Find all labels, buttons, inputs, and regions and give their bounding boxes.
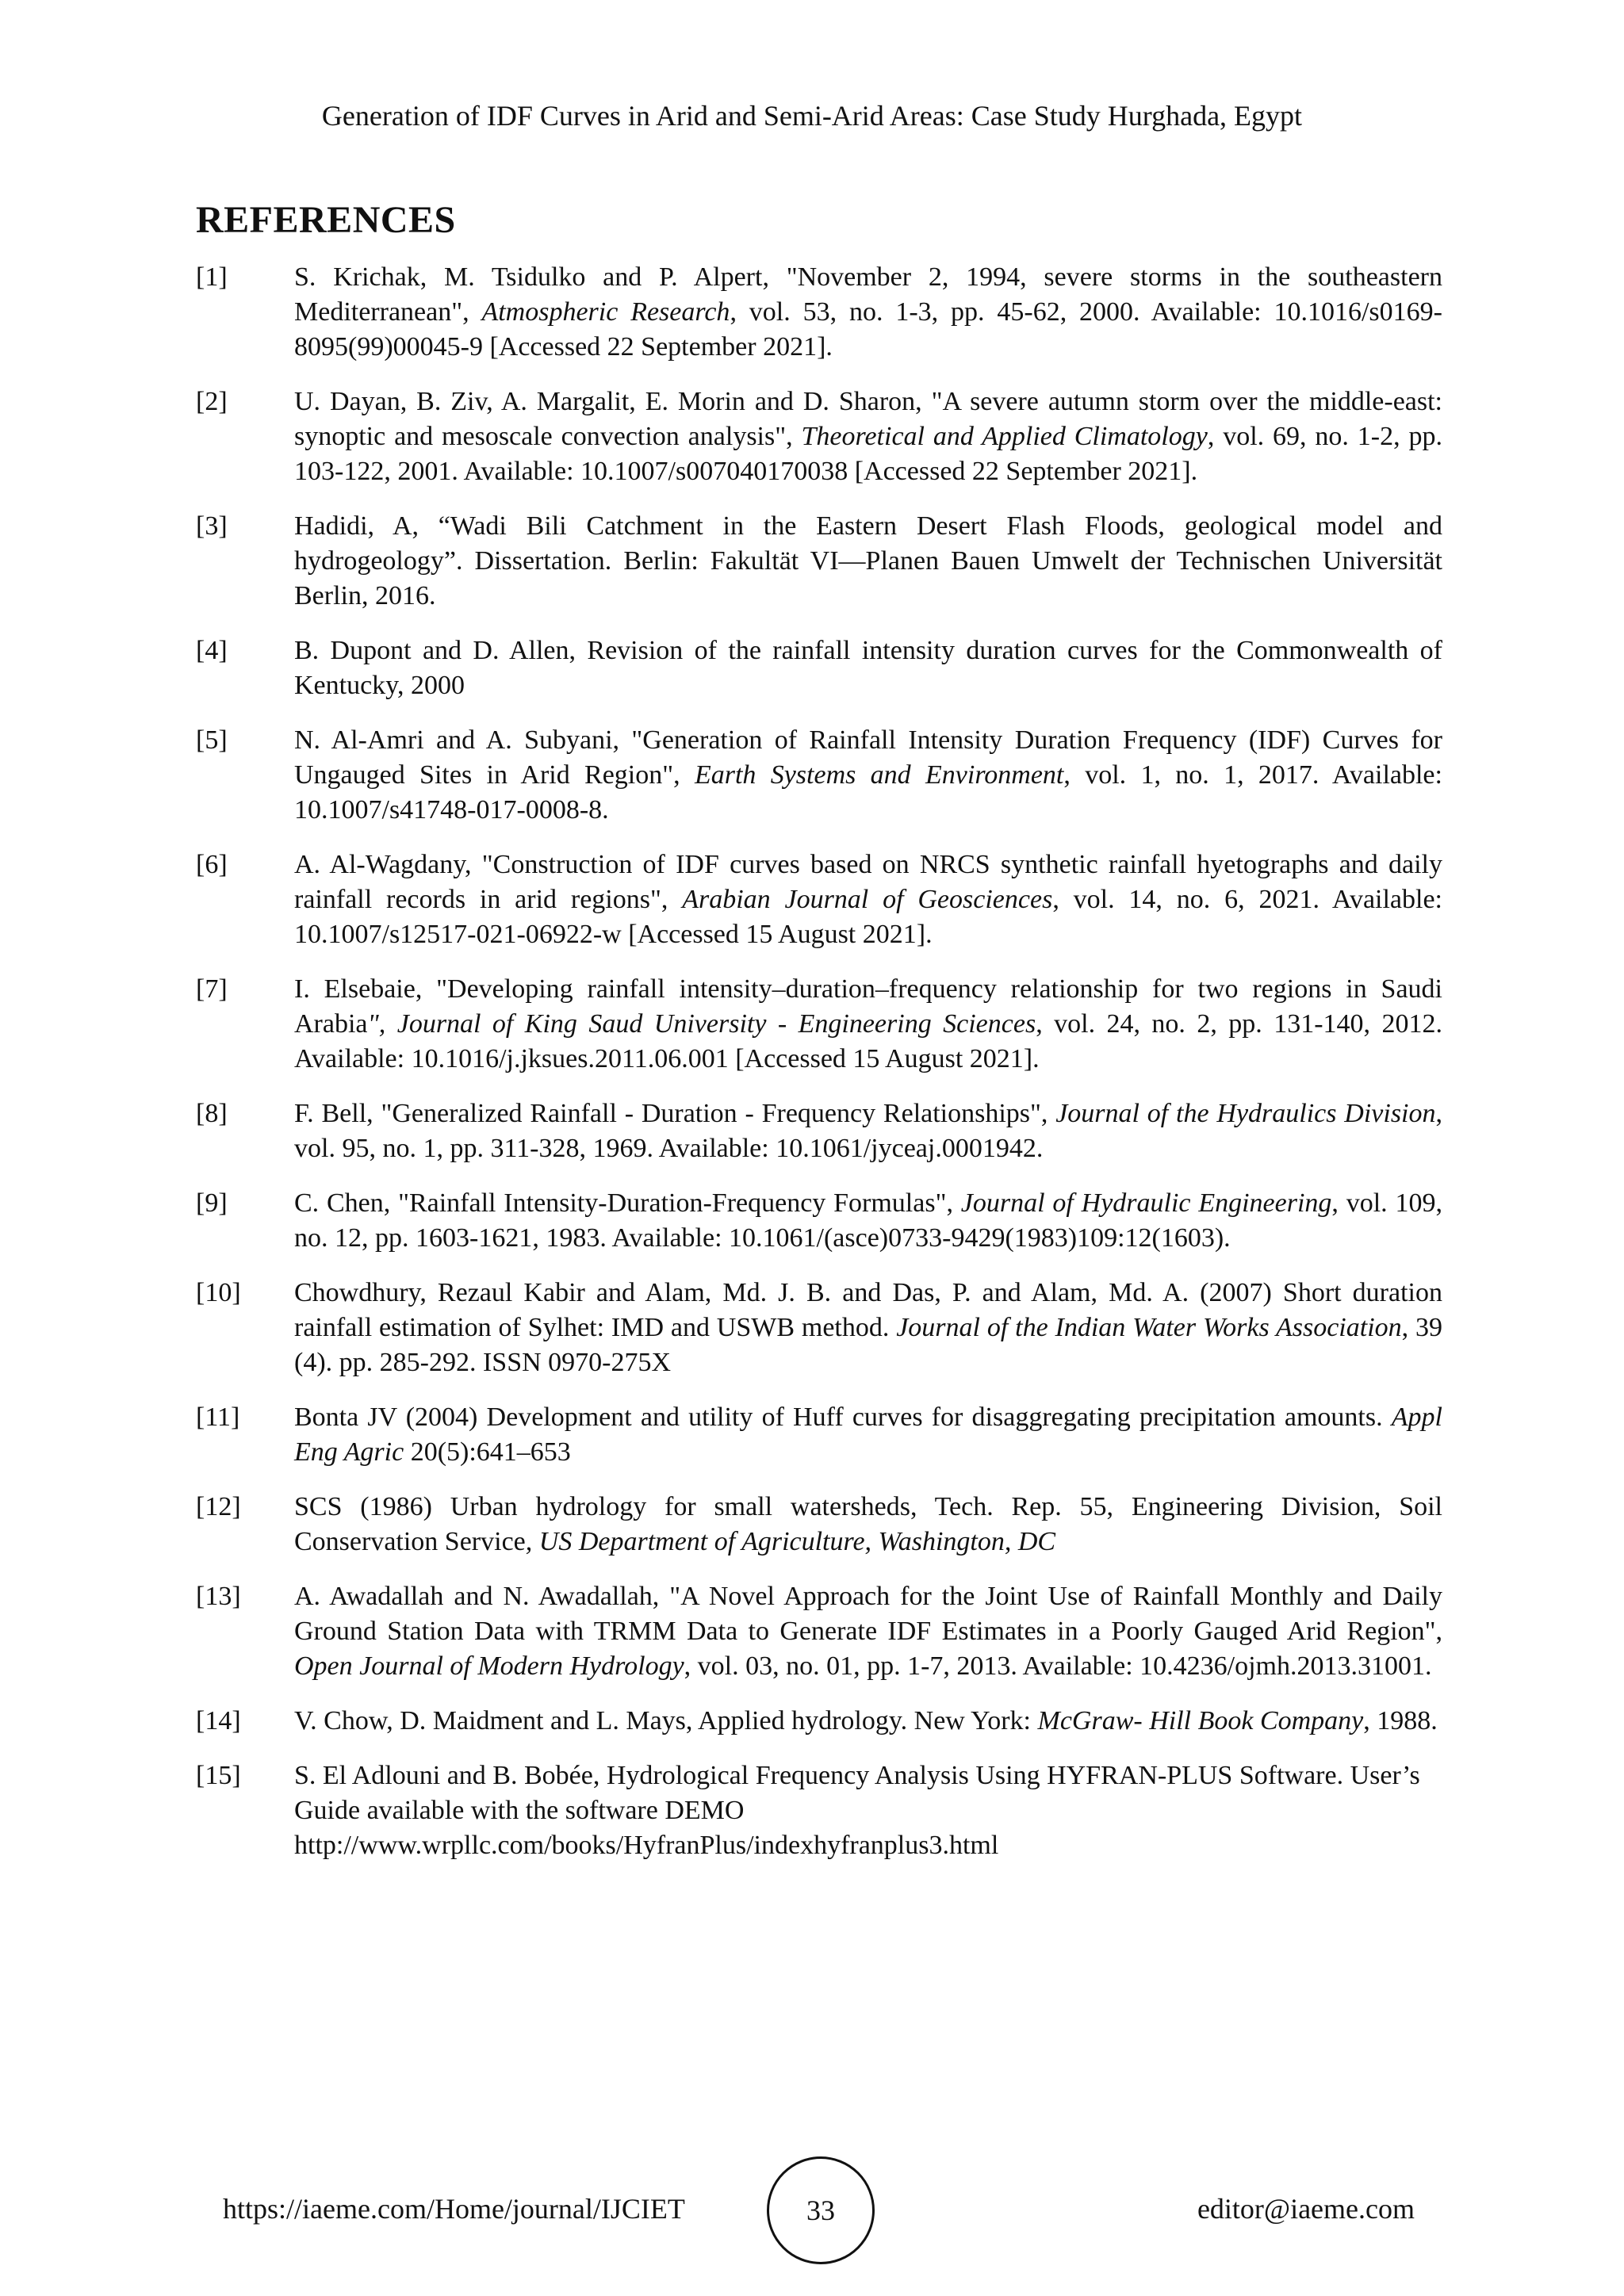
page-footer [0, 2156, 1624, 2260]
reference-number: [2] [196, 387, 228, 416]
reference-italic-segment: Journal of Hydraulic Engineering [960, 1188, 1332, 1218]
reference-number: [9] [196, 1188, 228, 1218]
reference-text [294, 1758, 1442, 1863]
reference-italic-segment: ", Journal of King Saud University - Engineering Sciences [367, 1009, 1036, 1039]
reference-number: [13] [196, 1582, 241, 1611]
reference-text-segment: , vol. 14, no. 6, 2021. Available: 10.1007/s12517-021-06922-w [Accessed 15 August 2021]. [294, 885, 1443, 949]
reference-item [196, 260, 1442, 365]
reference-italic-segment: Journal of the Hydraulics Division [1055, 1099, 1436, 1128]
reference-number: [8] [196, 1099, 228, 1128]
reference-text [294, 1400, 1442, 1470]
reference-text [294, 260, 1442, 365]
reference-text [294, 848, 1442, 952]
reference-text-segment: Bonta JV (2004) Development and utility of Huff curves for disaggregating precipitation amounts. [294, 1402, 1392, 1432]
reference-item [196, 848, 1442, 952]
reference-number: [11] [196, 1402, 240, 1432]
reference-item [196, 633, 1442, 703]
reference-item [196, 723, 1442, 828]
footer-url-link[interactable]: https://iaeme.com/Home/journal/IJCIET [223, 2193, 685, 2225]
reference-number: [4] [196, 636, 228, 665]
reference-text-segment: , vol. 1, no. 1, 2017. Available: 10.1007/s41748-017-0008-8. [294, 760, 1442, 825]
reference-italic-segment: Earth Systems and Environment [694, 760, 1064, 790]
reference-item [196, 1096, 1442, 1166]
reference-item [196, 385, 1442, 489]
reference-text-segment: , vol. 95, no. 1, pp. 311-328, 1969. Available: 10.1061/jyceaj.0001942. [294, 1099, 1442, 1163]
reference-text-segment: , vol. 03, no. 01, pp. 1-7, 2013. Available: 10.4236/ojmh.2013.31001. [684, 1651, 1432, 1681]
footer-email-link[interactable]: editor@iaeme.com [1197, 2193, 1415, 2225]
reference-text-segment: S. Krichak, M. Tsidulko and P. Alpert, "November 2, 1994, severe storms in the southeastern Mediterranean", [294, 262, 1442, 327]
reference-item [196, 1579, 1442, 1684]
reference-text-segment: N. Al-Amri and A. Subyani, "Generation of Rainfall Intensity Duration Frequency (IDF) Curves for Ungauged Sites in Arid Region", [294, 725, 1442, 790]
reference-text-segment: , 39 (4). pp. 285-292. ISSN 0970-275X [294, 1313, 1442, 1377]
reference-text [294, 1579, 1442, 1684]
reference-text-segment: I. Elsebaie, "Developing rainfall intensity–duration–frequency relationship for two regions in Saudi Arabia [294, 974, 1442, 1039]
reference-text [294, 385, 1442, 489]
reference-italic-segment: Appl Eng Agric [294, 1402, 1442, 1467]
reference-text [294, 972, 1442, 1077]
reference-number: [6] [196, 850, 228, 879]
page-number-badge [767, 2156, 875, 2264]
reference-list [196, 260, 1442, 1883]
reference-text-segment: , vol. 24, no. 2, pp. 131-140, 2012. Available: 10.1016/j.jksues.2011.06.001 [Accessed 15 August 2021]. [294, 1009, 1442, 1073]
reference-text-segment: , vol. 109, no. 12, pp. 1603-1621, 1983. Available: 10.1061/(asce)0733-9429(1983)109:12(1603). [294, 1188, 1442, 1253]
reference-text-segment: , vol. 53, no. 1-3, pp. 45-62, 2000. Available: 10.1016/s0169-8095(99)00045-9 [Accessed 22 September 2021]. [294, 297, 1442, 362]
reference-number: [7] [196, 974, 228, 1004]
reference-number: [14] [196, 1706, 241, 1735]
reference-text [294, 723, 1442, 828]
reference-italic-segment: Arabian Journal of Geosciences [682, 885, 1053, 914]
reference-text-segment: S. El Adlouni and B. Bobée, Hydrological Frequency Analysis Using HYFRAN-PLUS Software. User’s Guide available with the software DEMO http://www.wrpllc.com/books/HyfranPlus/indexhyfranplus3.html [294, 1761, 1420, 1860]
reference-text [294, 1276, 1442, 1380]
page-number: 33 [806, 2195, 835, 2226]
reference-text-segment: C. Chen, "Rainfall Intensity-Duration-Frequency Formulas", [294, 1188, 961, 1218]
reference-item [196, 1186, 1442, 1256]
reference-italic-segment: McGraw- Hill Book Company [1037, 1706, 1364, 1735]
reference-text [294, 1096, 1442, 1166]
reference-text-segment: A. Awadallah and N. Awadallah, "A Novel Approach for the Joint Use of Rainfall Monthly and Daily Ground Station Data with TRMM Data to Generate IDF Estimates in a Poorly Gauged Arid Region", [294, 1582, 1442, 1646]
reference-italic-segment: Open Journal of Modern Hydrology [294, 1651, 684, 1681]
reference-text-segment: F. Bell, "Generalized Rainfall - Duration - Frequency Relationships", [294, 1099, 1056, 1128]
reference-item [196, 1400, 1442, 1470]
reference-text-segment: , vol. 69, no. 1-2, pp. 103-122, 2001. Available: 10.1007/s007040170038 [Accessed 22 September 2021]. [294, 422, 1442, 486]
reference-item [196, 1276, 1442, 1380]
reference-text-segment: B. Dupont and D. Allen, Revision of the rainfall intensity duration curves for the Commonwealth of Kentucky, 2000 [294, 636, 1442, 700]
reference-italic-segment: Atmospheric Research [481, 297, 730, 327]
reference-item [196, 972, 1442, 1077]
reference-number: [1] [196, 262, 228, 292]
reference-text-segment: A. Al-Wagdany, "Construction of IDF curves based on NRCS synthetic rainfall hyetographs and daily rainfall records in arid regions", [294, 850, 1442, 914]
reference-text-segment: Hadidi, A, “Wadi Bili Catchment in the Eastern Desert Flash Floods, geological model and hydrogeology”. Dissertation. Berlin: Fakultät VI—Planen Bauen Umwelt der Technischen Universität Berlin, 2016. [294, 511, 1442, 610]
running-head: Generation of IDF Curves in Arid and Semi-Arid Areas: Case Study Hurghada, Egypt [321, 100, 1303, 132]
reference-item [196, 509, 1442, 614]
reference-text-segment: , 1988. [1363, 1706, 1438, 1735]
reference-number: [12] [196, 1492, 241, 1521]
reference-item [196, 1490, 1442, 1559]
reference-text [294, 1490, 1442, 1559]
reference-text [294, 509, 1442, 614]
reference-item [196, 1758, 1442, 1863]
reference-italic-segment: Journal of the Indian Water Works Association [896, 1313, 1402, 1342]
reference-text-segment: 20(5):641–653 [404, 1437, 571, 1467]
reference-text [294, 1704, 1442, 1739]
reference-number: [15] [196, 1761, 241, 1790]
reference-number: [5] [196, 725, 228, 755]
section-title: REFERENCES [196, 199, 456, 241]
reference-number: [10] [196, 1278, 241, 1307]
reference-text [294, 1186, 1442, 1256]
reference-italic-segment: Theoretical and Applied Climatology [801, 422, 1208, 451]
reference-text [294, 633, 1442, 703]
reference-number: [3] [196, 511, 228, 541]
reference-text-segment: Chowdhury, Rezaul Kabir and Alam, Md. J. B. and Das, P. and Alam, Md. A. (2007) Short duration rainfall estimation of Sylhet: IMD and USWB method. [294, 1278, 1442, 1342]
reference-text-segment: V. Chow, D. Maidment and L. Mays, Applied hydrology. New York: [294, 1706, 1038, 1735]
reference-item [196, 1704, 1442, 1739]
reference-italic-segment: , US Department of Agriculture, Washington, DC [525, 1527, 1056, 1556]
reference-text-segment: U. Dayan, B. Ziv, A. Margalit, E. Morin and D. Sharon, "A severe autumn storm over the middle-east: synoptic and mesoscale convection analysis", [294, 387, 1442, 451]
reference-text-segment: SCS (1986) Urban hydrology for small watersheds, Tech. Rep. 55, Engineering Division, Soil Conservation Service [294, 1492, 1442, 1556]
